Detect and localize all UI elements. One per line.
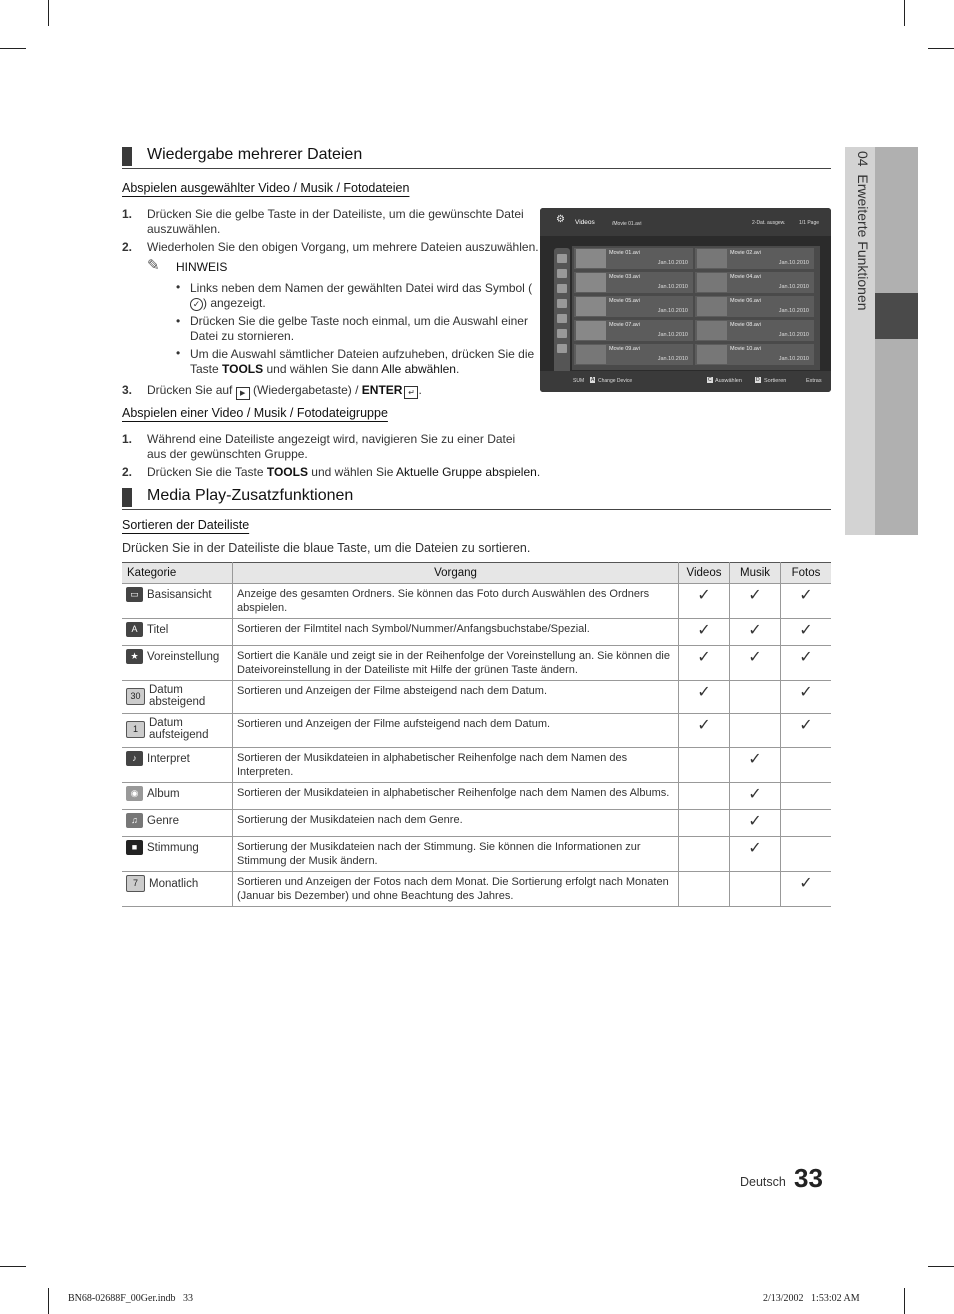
- crop-mark: [904, 0, 905, 26]
- check-musik: ✓: [730, 584, 781, 619]
- step-text: Drücken Sie auf ▶ (Wiedergabetaste) / ENTER ↵ .: [147, 383, 537, 400]
- artist-icon: ♪: [126, 751, 143, 766]
- note-bullet: Um die Auswahl sämtlicher Dateien aufzuheben, drücken Sie die Taste TOOLS und wählen Sie dann Alle abwählen.: [190, 347, 535, 376]
- check-musik: [730, 872, 781, 907]
- step-number: 1.: [122, 432, 133, 446]
- category-name: Monatlich: [149, 877, 199, 890]
- chapter-tab: [845, 147, 918, 535]
- key-c-icon: C: [708, 377, 712, 383]
- check-musik: ✓: [730, 783, 781, 810]
- category-name: Basisansicht: [147, 588, 212, 601]
- check-musik: [730, 681, 781, 714]
- sum-label: SUM: [573, 378, 585, 384]
- crop-mark: [904, 1288, 905, 1314]
- note-icon: ✎: [147, 257, 160, 274]
- col-vorgang: Vorgang: [233, 563, 679, 584]
- file-date: Jan.10.2010: [778, 284, 809, 290]
- check-musik: ✓: [730, 748, 781, 783]
- col-musik: Musik: [730, 563, 781, 584]
- check-videos: [679, 783, 730, 810]
- screenshot-footer: [540, 371, 831, 392]
- thumbnail: [576, 249, 606, 268]
- description: Sortierung der Musikdateien nach dem Genre.: [233, 810, 679, 837]
- file-tile: [695, 248, 814, 269]
- screenshot-title: Videos: [575, 219, 595, 226]
- description: Sortieren und Anzeigen der Fotos nach dem Monat. Die Sortierung erfolgt nach Monaten (Januar bis Dezember) und ohne Beachtung des Jahres.: [233, 872, 679, 907]
- checkmark-icon: ✓: [190, 298, 203, 311]
- note-label: HINWEIS: [176, 260, 228, 274]
- note-bullet: Links neben dem Namen der gewählten Datei wird das Symbol (✓ ) angezeigt.: [190, 281, 533, 310]
- film-reel-icon: [697, 249, 727, 268]
- subsection-heading: Sortieren der Dateiliste: [122, 518, 250, 532]
- file-date: Jan.10.2010: [778, 332, 809, 338]
- section-bar: [122, 488, 132, 507]
- check-videos: ✓: [679, 619, 730, 646]
- file-date: Jan.10.2010: [657, 356, 688, 362]
- check-musik: ✓: [730, 837, 781, 872]
- table-row: [122, 748, 831, 783]
- section-title-text: Wiedergabe mehrerer Dateien: [147, 146, 363, 163]
- step-text: Wiederholen Sie den obigen Vorgang, um mehrere Dateien auszuwählen.: [147, 240, 539, 254]
- film-reel-icon: [576, 345, 606, 364]
- file-name: Movie 06.avi: [730, 298, 761, 304]
- table-row: [122, 872, 831, 907]
- chapter-label: 04 Erweiterte Funktionen: [855, 151, 871, 311]
- note-bullet: Drücken Sie die gelbe Taste noch einmal, um die Auswahl einer Datei zu stornieren.: [190, 314, 528, 343]
- calendar-1-icon: 1: [126, 721, 145, 738]
- film-reel-icon: [697, 321, 727, 340]
- category-name: Datum absteigend: [149, 684, 206, 708]
- check-musik: [730, 714, 781, 748]
- check-fotos: [781, 783, 832, 810]
- file-date: Jan.10.2010: [657, 260, 688, 266]
- calendar-30-icon: 30: [126, 688, 145, 705]
- check-fotos: ✓: [781, 872, 832, 907]
- check-musik: ✓: [730, 619, 781, 646]
- section-title: [122, 487, 831, 510]
- tab-band: [875, 147, 918, 293]
- film-reel-icon: [697, 273, 727, 292]
- step-text: Drücken Sie die gelbe Taste in der Dateiliste, um die gewünschte Datei auszuwählen.: [147, 207, 524, 236]
- thumbnail: [576, 273, 606, 292]
- subsection-heading: Abspielen einer Video / Musik / Fotodateigruppe: [122, 406, 388, 420]
- file-date: Jan.10.2010: [778, 260, 809, 266]
- description: Anzeige des gesamten Ordners. Sie können das Foto durch Auswählen des Ordners abspielen.: [233, 584, 679, 619]
- description: Sortieren und Anzeigen der Filme aufsteigend nach dem Datum.: [233, 714, 679, 748]
- intro-text: Drücken Sie in der Dateiliste die blaue Taste, um die Dateien zu sortieren.: [122, 541, 531, 555]
- category-name: Titel: [147, 623, 169, 636]
- table-row: [122, 810, 831, 837]
- select-label: Auswählen: [715, 378, 742, 384]
- file-tile: [574, 344, 693, 365]
- check-videos: [679, 837, 730, 872]
- section-title-text: Media Play-Zusatzfunktionen: [147, 487, 354, 504]
- section-bar: [122, 147, 132, 166]
- check-fotos: ✓: [781, 714, 832, 748]
- play-icon: ▶: [236, 387, 250, 400]
- mood-icon: ■: [126, 840, 143, 855]
- title-icon: A: [126, 622, 143, 637]
- col-videos: Videos: [679, 563, 730, 584]
- file-tile: [695, 320, 814, 341]
- table-row: [122, 783, 831, 810]
- step-number: 1.: [122, 207, 133, 221]
- table-row: [122, 584, 831, 619]
- file-date: Jan.10.2010: [778, 356, 809, 362]
- file-tile: [695, 344, 814, 365]
- check-videos: ✓: [679, 646, 730, 681]
- print-file: BN68-02688F_00Ger.indb 33: [68, 1293, 193, 1304]
- file-name: Movie 01.avi: [609, 250, 640, 256]
- enter-icon: ↵: [404, 386, 418, 399]
- tab-band: [875, 339, 918, 535]
- col-kategorie: Kategorie: [122, 563, 233, 584]
- crop-mark: [48, 1288, 49, 1314]
- step-text: Drücken Sie die Taste TOOLS und wählen Sie Aktuelle Gruppe abspielen.: [147, 465, 541, 479]
- crop-mark: [0, 48, 26, 49]
- table-row: [122, 714, 831, 748]
- table-row: [122, 619, 831, 646]
- category-name: Album: [147, 787, 180, 800]
- print-date: 2/13/2002 1:53:02 AM: [763, 1293, 860, 1304]
- check-fotos: ✓: [781, 681, 832, 714]
- screenshot-header: [540, 208, 831, 236]
- section-title: [122, 146, 831, 169]
- description: Sortierung der Musikdateien nach der Stimmung. Sie können die Informationen zur Stimmung der Musik ändern.: [233, 837, 679, 872]
- table-row: [122, 646, 831, 681]
- screenshot-sort-sidebar: [554, 248, 570, 378]
- description: Sortieren der Filmtitel nach Symbol/Nummer/Anfangsbuchstabe/Spezial.: [233, 619, 679, 646]
- check-videos: [679, 872, 730, 907]
- file-tile: [574, 272, 693, 293]
- screenshot-status: 2-Dat. ausgew.: [752, 220, 786, 226]
- category-name: Genre: [147, 814, 179, 827]
- star-icon: ★: [126, 649, 143, 664]
- table-header-row: [122, 563, 831, 584]
- file-name: Movie 05.avi: [609, 298, 640, 304]
- file-name: Movie 02.avi: [730, 250, 761, 256]
- file-tile: [574, 320, 693, 341]
- category-name: Interpret: [147, 752, 190, 765]
- screenshot-path: /Movie 01.avi: [612, 221, 642, 227]
- step-number: 3.: [122, 383, 133, 397]
- step-number: 2.: [122, 465, 133, 479]
- file-name: Movie 09.avi: [609, 346, 640, 352]
- crop-mark: [48, 0, 49, 26]
- check-fotos: [781, 837, 832, 872]
- check-fotos: ✓: [781, 584, 832, 619]
- key-d-icon: D: [756, 377, 760, 383]
- bullet-dot: •: [176, 280, 181, 294]
- description: Sortieren und Anzeigen der Filme absteigend nach dem Datum.: [233, 681, 679, 714]
- col-fotos: Fotos: [781, 563, 832, 584]
- crop-mark: [928, 48, 954, 49]
- change-device-label: Change Device: [598, 378, 633, 384]
- bullet-dot: •: [176, 346, 181, 360]
- category-name: Datum aufsteigend: [149, 717, 209, 741]
- file-name: Movie 10.avi: [730, 346, 761, 352]
- tv-screenshot: [540, 208, 831, 392]
- description: Sortieren der Musikdateien in alphabetischer Reihenfolge nach dem Namen des Interpreten.: [233, 748, 679, 783]
- page-number: 33: [794, 1163, 823, 1193]
- folder-icon: ▭: [126, 587, 143, 602]
- check-fotos: [781, 810, 832, 837]
- crop-mark: [0, 1266, 26, 1267]
- category-name: Stimmung: [147, 841, 199, 854]
- table-row: [122, 837, 831, 872]
- check-fotos: ✓: [781, 646, 832, 681]
- file-name: Movie 08.avi: [730, 322, 761, 328]
- table-row: [122, 681, 831, 714]
- check-videos: ✓: [679, 681, 730, 714]
- sort-label: Sortieren: [764, 378, 787, 384]
- thumbnail: [576, 321, 606, 340]
- bullet-dot: •: [176, 314, 181, 328]
- calendar-month-icon: 7: [126, 875, 145, 892]
- file-tile: [695, 296, 814, 317]
- check-fotos: ✓: [781, 619, 832, 646]
- check-videos: ✓: [679, 584, 730, 619]
- extras-label: Extras: [806, 378, 822, 384]
- file-name: Movie 04.avi: [730, 274, 761, 280]
- step-number: 2.: [122, 240, 133, 254]
- file-tile: [574, 248, 693, 269]
- film-reel-icon: [697, 297, 727, 316]
- tab-marker: [875, 293, 918, 339]
- step-text: Während eine Dateiliste angezeigt wird, navigieren Sie zu einer Datei aus der gewünschten Gruppe.: [147, 432, 516, 461]
- category-name: Voreinstellung: [147, 650, 220, 663]
- screenshot-page: 1/1 Page: [799, 220, 820, 226]
- check-fotos: [781, 748, 832, 783]
- check-videos: ✓: [679, 714, 730, 748]
- check-musik: ✓: [730, 810, 781, 837]
- screenshot-file-list: [572, 246, 820, 370]
- check-videos: [679, 810, 730, 837]
- thumbnail: [576, 297, 606, 316]
- file-name: Movie 07.avi: [609, 322, 640, 328]
- check-musik: ✓: [730, 646, 781, 681]
- file-date: Jan.10.2010: [657, 332, 688, 338]
- check-videos: [679, 748, 730, 783]
- description: Sortieren der Musikdateien in alphabetischer Reihenfolge nach dem Namen des Albums.: [233, 783, 679, 810]
- file-date: Jan.10.2010: [657, 284, 688, 290]
- crop-mark: [928, 1266, 954, 1267]
- subsection-heading: Abspielen ausgewählter Video / Musik / Fotodateien: [122, 181, 410, 195]
- videos-icon: ⚙: [556, 214, 565, 225]
- genre-icon: ♫: [126, 813, 143, 828]
- file-name: Movie 03.avi: [609, 274, 640, 280]
- file-tile: [574, 296, 693, 317]
- sort-table: [122, 562, 831, 907]
- description: Sortiert die Kanäle und zeigt sie in der Reihenfolge der Voreinstellung an. Sie können die Dateivoreinstellung in der Dateiliste mit Hilfe der grünen Taste ändern.: [233, 646, 679, 681]
- file-date: Jan.10.2010: [657, 308, 688, 314]
- film-reel-icon: [697, 345, 727, 364]
- file-date: Jan.10.2010: [778, 308, 809, 314]
- file-tile: [695, 272, 814, 293]
- key-a-icon: A: [591, 377, 595, 383]
- language-label: Deutsch: [740, 1175, 786, 1189]
- album-icon: ◉: [126, 786, 143, 801]
